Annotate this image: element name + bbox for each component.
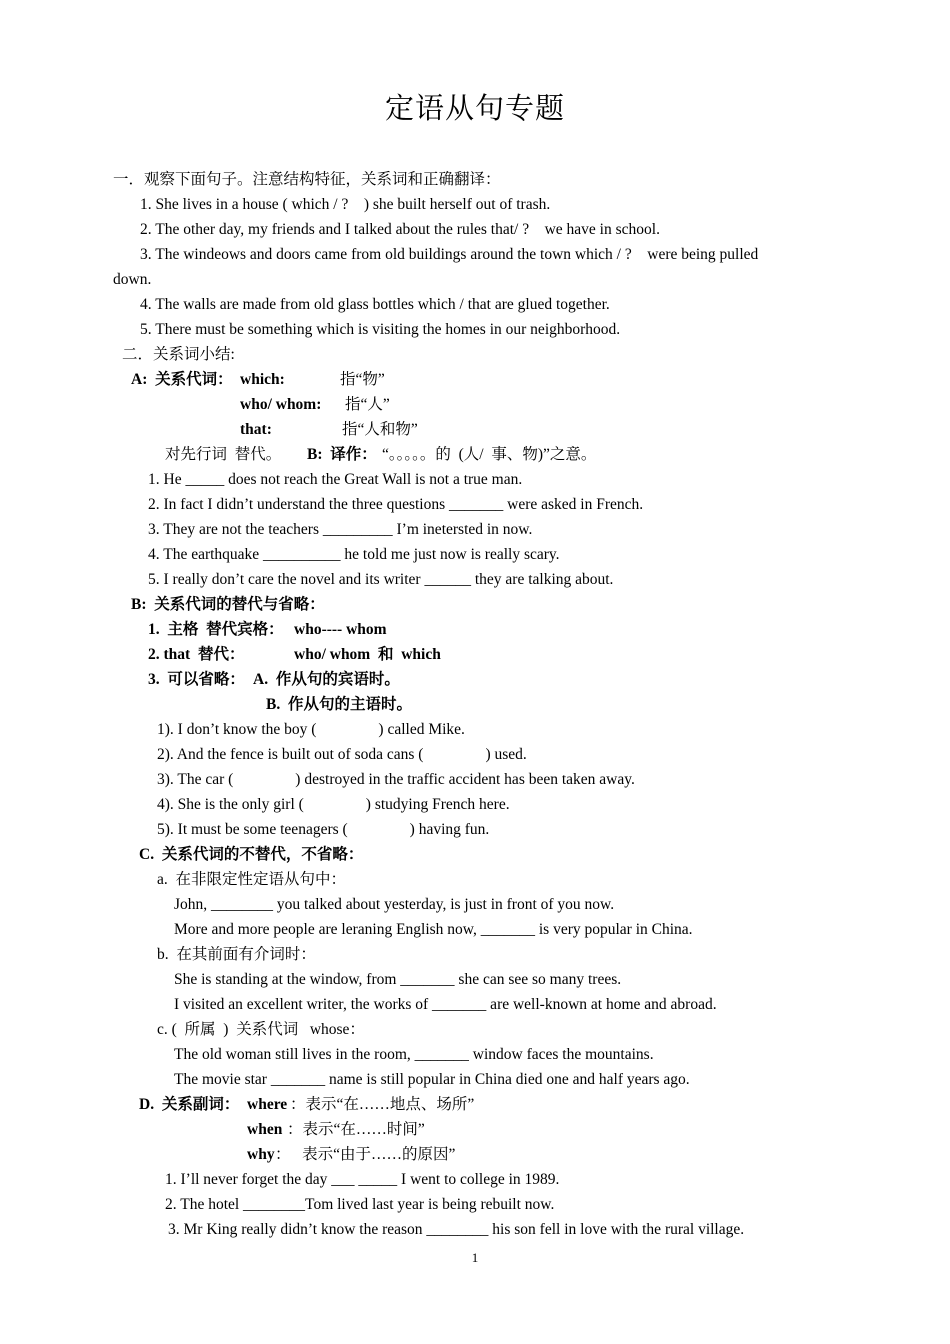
text-line: B: 译作： [307, 446, 377, 463]
section-one-heading: 一．观察下面句子。注意结构特征，关系词和正确翻译： [113, 171, 501, 188]
exercise-line: 4). She is the only girl ( ) studying French here. [157, 796, 510, 813]
text-line: B. 作从句的主语时。 [266, 696, 412, 713]
text-line: 1. She lives in a house ( which / ? ) she built herself out of trash. [140, 196, 551, 213]
pronoun-which-meaning: 指“物” [340, 371, 385, 388]
adverb-when-meaning: ：表示“在……时间” [287, 1121, 425, 1138]
pronoun-who-whom: who/ whom: [240, 396, 322, 413]
exercise-line: 1. I’ll never forget the day ___ _____ I went to college in 1989. [165, 1171, 560, 1188]
section-two-heading: 二．关系词小结: [122, 346, 235, 363]
text-line: 5. There must be something which is visiting the homes in our neighborhood. [140, 321, 621, 338]
text-line: who/ whom 和 which [294, 646, 441, 663]
text-line: who---- whom [294, 621, 387, 638]
text-line: c. ( 所属 ) 关系代词 whose： [157, 1021, 365, 1038]
exercise-line: The movie star _______ name is still popular in China died one and half years ago. [174, 1071, 690, 1088]
subsection-b-heading: B: 关系代词的替代与省略： [131, 596, 325, 613]
adverb-why: why [247, 1146, 275, 1163]
exercise-line: 1. He _____ does not reach the Great Wall is not a true man. [148, 471, 523, 488]
adverb-when: when [247, 1121, 283, 1138]
text-line: b. 在其前面有介词时： [157, 946, 316, 963]
text-line: A. 作从句的宾语时。 [253, 671, 400, 688]
text-line: 3. 可以省略： [148, 671, 245, 688]
text-line: 2. The other day, my friends and I talked about the rules that/ ? we have in school. [140, 221, 660, 238]
pronoun-that: that: [240, 421, 272, 438]
pronoun-which: which: [240, 371, 285, 388]
text-line: a. 在非限定性定语从句中： [157, 871, 347, 888]
exercise-line: I visited an excellent writer, the works of _______ are well-known at home and abroad. [174, 996, 717, 1013]
adverb-where: where [247, 1096, 288, 1113]
exercise-line: 4. The earthquake __________ he told me just now is really scary. [148, 546, 560, 563]
exercise-line: The old woman still lives in the room, _______ window faces the mountains. [174, 1046, 654, 1063]
exercise-line: 2. In fact I didn’t understand the three questions _______ were asked in French. [148, 496, 644, 513]
exercise-line: 5). It must be some teenagers ( ) having fun. [157, 821, 490, 838]
page-title: 定语从句专题 [384, 93, 565, 125]
exercise-line: 3. They are not the teachers _________ I’m inetersted in now. [148, 521, 533, 538]
text-line: 1. 主格 替代宾格： [148, 621, 284, 638]
pronoun-that-meaning: 指“人和物” [342, 421, 418, 438]
text-line: down. [113, 271, 152, 288]
subsection-d-heading: D. 关系副词： [139, 1096, 240, 1113]
pronoun-who-meaning: 指“人” [345, 396, 390, 413]
exercise-line: 2). And the fence is built out of soda cans ( ) used. [157, 746, 527, 763]
exercise-line: She is standing at the window, from _______ she can see so many trees. [174, 971, 622, 988]
exercise-line: 3. Mr King really didn’t know the reason ________ his son fell in love with the rural village. [168, 1221, 745, 1238]
adverb-where-meaning: ：表示“在……地点、场所” [290, 1096, 475, 1113]
exercise-line: John, ________ you talked about yesterday, is just in front of you now. [174, 896, 615, 913]
subsection-c-heading: C. 关系代词的不替代，不省略： [139, 846, 364, 863]
text-line: 3. The windeows and doors came from old buildings around the town which / ? were being pulled [140, 246, 759, 263]
text-line: 对先行词 替代。 [165, 446, 282, 463]
text-line: “。。。。。的 (人/ 事、物)”之意。 [382, 446, 597, 463]
exercise-line: 2. The hotel ________Tom lived last year is being rebuilt now. [165, 1196, 555, 1213]
exercise-line: 1). I don’t know the boy ( ) called Mike. [157, 721, 465, 738]
subsection-a-heading: A: 关系代词： [131, 371, 233, 388]
page-number: 1 [471, 1250, 479, 1265]
adverb-why-meaning: ： 表示“由于……的原因” [275, 1146, 456, 1163]
exercise-line: More and more people are leraning English now, _______ is very popular in China. [174, 921, 693, 938]
exercise-line: 3). The car ( ) destroyed in the traffic accident has been taken away. [157, 771, 635, 788]
text-line: 4. The walls are made from old glass bottles which / that are glued together. [140, 296, 610, 313]
exercise-line: 5. I really don’t care the novel and its writer ______ they are talking about. [148, 571, 614, 588]
text-line: 2. that 替代： [148, 646, 245, 663]
